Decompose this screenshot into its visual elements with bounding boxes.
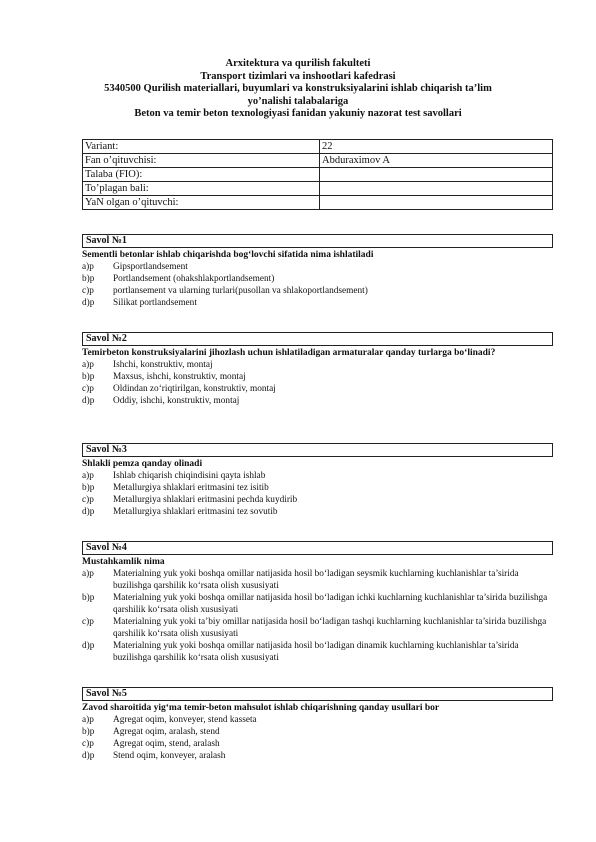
question-title: Savol №4: [82, 541, 553, 555]
option-label: b)p: [82, 727, 95, 737]
faculty-title: Arxitektura va qurilish fakulteti: [225, 58, 371, 69]
answer-option: [82, 383, 553, 395]
info-value: [320, 182, 553, 196]
answer-option: [82, 568, 553, 592]
program-title-continued: yo’nalishi talabalariga: [247, 95, 349, 107]
option-label: b)p: [82, 274, 95, 284]
question-title: Savol №5: [82, 687, 553, 701]
option-label: a)p: [82, 471, 94, 481]
option-label: b)p: [82, 593, 95, 603]
program-title: 5340500 Qurilish materiallari, buyumlari va konstruksiyalarini ishlab chiqarish ta’lim: [104, 83, 492, 94]
question-4: [82, 541, 553, 664]
option-label: c)p: [82, 739, 94, 749]
department-title: Transport tizimlari va inshootlari kafedrasi: [200, 70, 396, 82]
question-text: Shlakli pemza qanday olinadi: [82, 459, 203, 469]
option-label: a)p: [82, 262, 94, 272]
option-text: Metallurgiya shlaklari eritmasini pechda kuydirib: [113, 495, 298, 505]
option-label: d)p: [82, 396, 95, 406]
answer-option: [82, 470, 553, 482]
option-label: d)p: [82, 507, 95, 517]
option-text: portlansement va ularning turlari(pusollan va shlakoportlandsement): [113, 286, 368, 296]
question-text: Temirbeton konstruksiyalarini jihozlash uchun ishlatiladigan armaturalar qanday turlarga bo‘linadi?: [82, 348, 496, 358]
option-text: Metallurgiya shlaklari eritmasini tez isitib: [113, 483, 269, 493]
document-header: [70, 58, 526, 121]
option-text: Materialning yuk yoki boshqa omillar natijasida hosil bo‘ladigan ichki kuchlarning kuchlanishlar ta’sirida buzilishga qarshilik ko‘rsata olish xususiyati: [113, 593, 548, 615]
option-text: Metallurgiya shlaklari eritmasini tez sovutib: [113, 507, 278, 517]
info-label: YaN olgan o’qituvchi:: [83, 196, 320, 210]
answer-option: [82, 297, 553, 309]
info-value: 22: [320, 140, 553, 154]
option-text: Materialning yuk yoki ta’biy omillar natijasida hosil bo‘ladigan tashqi kuchlarning kuchlanishlar ta’sirida buzilishga qarshilik ko‘rsata olish xususiyati: [113, 617, 547, 639]
option-label: c)p: [82, 617, 94, 627]
info-label: To’plagan bali:: [83, 182, 320, 196]
option-text: Maxsus, ishchi, konstruktiv, montaj: [113, 372, 246, 382]
option-text: Ishlab chiqarish chiqindisini qayta ishlab: [113, 471, 266, 481]
option-text: Agregat oqim, stend, aralash: [113, 739, 220, 749]
question-title: Savol №1: [82, 234, 553, 248]
answer-option: [82, 616, 553, 640]
answer-option: [82, 738, 553, 750]
question-text: Sementli betonlar ishlab chiqarishda bog‘lovchi sifatida nima ishlatiladi: [82, 250, 374, 260]
answer-option: [82, 285, 553, 297]
answer-option: [82, 750, 553, 762]
option-text: Ishchi, konstruktiv, montaj: [113, 360, 213, 370]
answer-option: [82, 395, 553, 407]
option-label: c)p: [82, 495, 94, 505]
option-label: c)p: [82, 286, 94, 296]
option-label: b)p: [82, 372, 95, 382]
answer-option: [82, 714, 553, 726]
info-row: [83, 140, 553, 154]
option-label: c)p: [82, 384, 94, 394]
option-text: Portlandsement (ohakshlakportlandsement): [113, 274, 275, 284]
question-5: [82, 687, 553, 762]
option-text: Agregat oqim, konveyer, stend kasseta: [113, 715, 257, 725]
option-label: b)p: [82, 483, 95, 493]
question-3: [82, 443, 553, 518]
option-label: a)p: [82, 715, 94, 725]
option-text: Agregat oqim, aralash, stend: [113, 727, 220, 737]
option-text: Oldindan zo‘riqtirilgan, konstruktiv, montaj: [113, 384, 276, 394]
info-row: [83, 168, 553, 182]
answer-option: [82, 359, 553, 371]
answer-option: [82, 494, 553, 506]
answer-option: [82, 726, 553, 738]
info-label: Fan o’qituvchisi:: [83, 154, 320, 168]
option-text: Materialning yuk yoki boshqa omillar natijasida hosil bo‘ladigan seysmik kuchlarning kuchlanishlar ta’sirida buzilishga qarshilik ko‘rsata olish xususiyati: [113, 569, 519, 591]
answer-option: [82, 371, 553, 383]
option-text: Gipsportlandsement: [113, 262, 188, 272]
option-label: a)p: [82, 569, 94, 579]
info-value: [320, 196, 553, 210]
question-1: [82, 234, 553, 309]
question-2: [82, 332, 553, 407]
info-label: Variant:: [83, 140, 320, 154]
option-text: Materialning yuk yoki boshqa omillar natijasida hosil bo‘ladigan dinamik kuchlarning kuchlanishlar ta’sirida buzilishga qarshilik ko‘rsata olish xususiyati: [113, 641, 519, 663]
question-title: Savol №2: [82, 332, 553, 346]
option-text: Oddiy, ishchi, konstruktiv, montaj: [113, 396, 240, 406]
info-value: [320, 168, 553, 182]
option-label: d)p: [82, 298, 95, 308]
question-text: Mustahkamlik nima: [82, 557, 165, 567]
question-title: Savol №3: [82, 443, 553, 457]
option-text: Stend oqim, konveyer, aralash: [113, 751, 226, 761]
info-row: [83, 154, 553, 168]
answer-option: [82, 592, 553, 616]
option-label: a)p: [82, 360, 94, 370]
answer-option: [82, 273, 553, 285]
info-label: Talaba (FIO):: [83, 168, 320, 182]
answer-option: [82, 482, 553, 494]
test-title: Beton va temir beton texnologiyasi fanidan yakuniy nazorat test savollari: [134, 108, 462, 119]
info-row: [83, 182, 553, 196]
option-label: d)p: [82, 641, 95, 651]
option-text: Silikat portlandsement: [113, 298, 197, 308]
answer-option: [82, 640, 553, 664]
info-value: Abduraximov A: [320, 154, 553, 168]
student-info-table: [82, 139, 553, 210]
info-row: [83, 196, 553, 210]
option-label: d)p: [82, 751, 95, 761]
answer-option: [82, 506, 553, 518]
question-text: Zavod sharoitida yig‘ma temir-beton mahsulot ishlab chiqarishning qanday usullari bor: [82, 703, 440, 713]
answer-option: [82, 261, 553, 273]
